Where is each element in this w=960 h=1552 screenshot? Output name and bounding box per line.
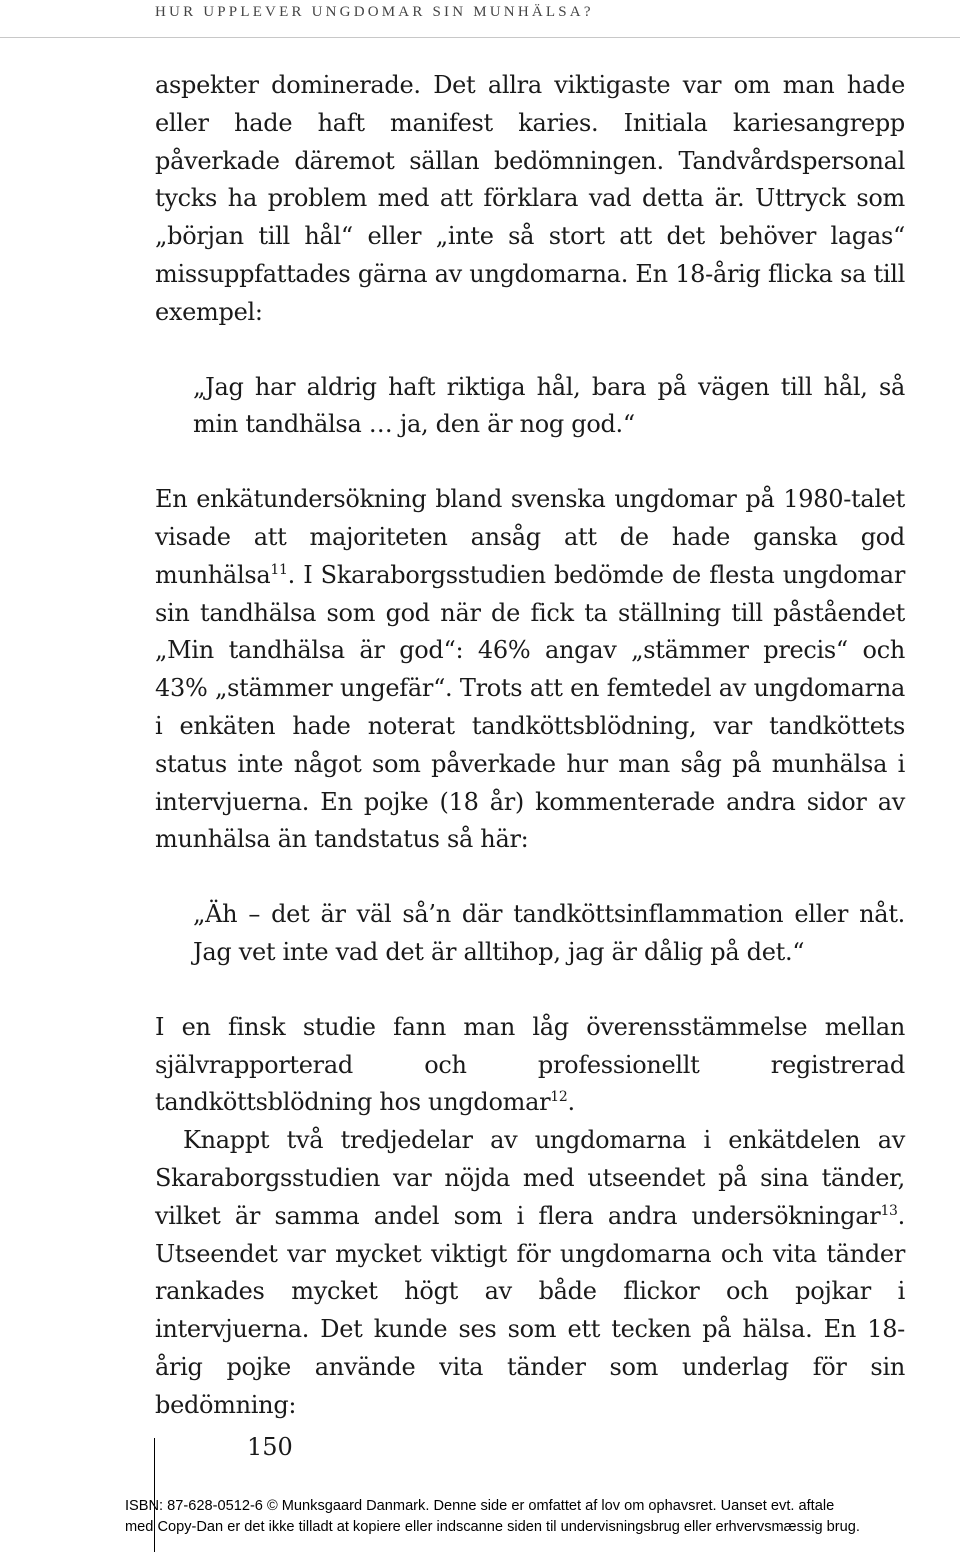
header-divider	[0, 37, 960, 38]
paragraph	[155, 1122, 905, 1424]
running-header: HUR UPPLEVER UNGDOMAR SIN MUNHÄLSA?	[155, 4, 594, 20]
block-quote: „Äh – det är väl så’n där tandköttsinflammation eller nåt. Jag vet inte vad det är alltihop, jag är dålig på det.“	[193, 900, 905, 966]
copyright-line: med Copy-Dan er det ikke tilladt at kopiere eller indscanne siden til undervisningsbrug eller erhvervsmæssig brug.	[125, 1519, 860, 1535]
paragraph	[155, 481, 905, 859]
reference-number: 13	[880, 1202, 898, 1219]
paragraph-gap	[155, 444, 905, 481]
paragraph-gap	[155, 972, 905, 1009]
reference-number: 11	[270, 561, 288, 578]
paragraph-text: .	[567, 1088, 575, 1117]
copyright-line: ISBN: 87-628-0512-6 © Munksgaard Danmark. Denne side er omfattet af lov om ophavsret. Uanset evt. aftale	[125, 1498, 835, 1514]
paragraph-text: Knappt två tredjedelar av ungdomarna i enkätdelen av Skaraborgsstudien var nöjda med utseendet på sina tänder, vilket är samma andel som i flera andra undersökningar	[155, 1126, 905, 1230]
paragraph-gap	[155, 332, 905, 369]
paragraph-gap	[155, 859, 905, 896]
paragraph-text: . Utseendet var mycket viktigt för ungdomarna och vita tänder rankades mycket högt av både flickor och pojkar i intervjuerna. Det kunde ses som ett tecken på hälsa. En 18-årig pojke använde vita tänder som underlag för sin bedömning:	[155, 1201, 905, 1419]
page-number: 150	[247, 1433, 293, 1461]
reference-number: 12	[550, 1089, 568, 1106]
paragraph-text: I en finsk studie fann man låg överensstämmelse mellan självrapporterad och professionellt registrerad tandköttsblödning hos ungdomar	[155, 1012, 905, 1117]
block-quote: „Jag har aldrig haft riktiga hål, bara på vägen till hål, så min tandhälsa … ja, den är nog god.“	[193, 372, 905, 439]
paragraph	[155, 1009, 905, 1122]
copyright-notice	[125, 1496, 955, 1538]
paragraph: aspekter dominerade. Det allra viktigaste var om man hade eller hade haft manifest karies. Initiala kariesangrepp påverkade däremot sällan bedömningen. Tandvårdspersonal tycks ha problem med att förklara vad detta är. Uttryck som „början till hål“ eller „inte så stort att det behöver lagas“ missuppfattades gärna av ungdomarna. En 18-årig flicka sa till exempel:	[155, 71, 905, 326]
paragraph-text: En enkätundersökning bland svenska ungdomar på 1980-talet visade att majoriteten ansåg att de hade ganska god munhälsa	[155, 485, 905, 589]
paragraph-text: . I Skaraborgsstudien bedömde de flesta ungdomar sin tandhälsa som god när de fick ta ställning till påståendet „Min tandhälsa är god“: 46% angav „stämmer precis“ och 43% „stämmer ungefär“. Trots att en femtedel av ungdomarna i enkäten hade noterat tandköttsblödning, var tandköttets status inte något som påverkade hur man såg på munhälsa i intervjuerna. En pojke (18 år) kommenterade andra sidor av munhälsa än tandstatus så här:	[155, 560, 905, 854]
body-text	[155, 67, 905, 1425]
